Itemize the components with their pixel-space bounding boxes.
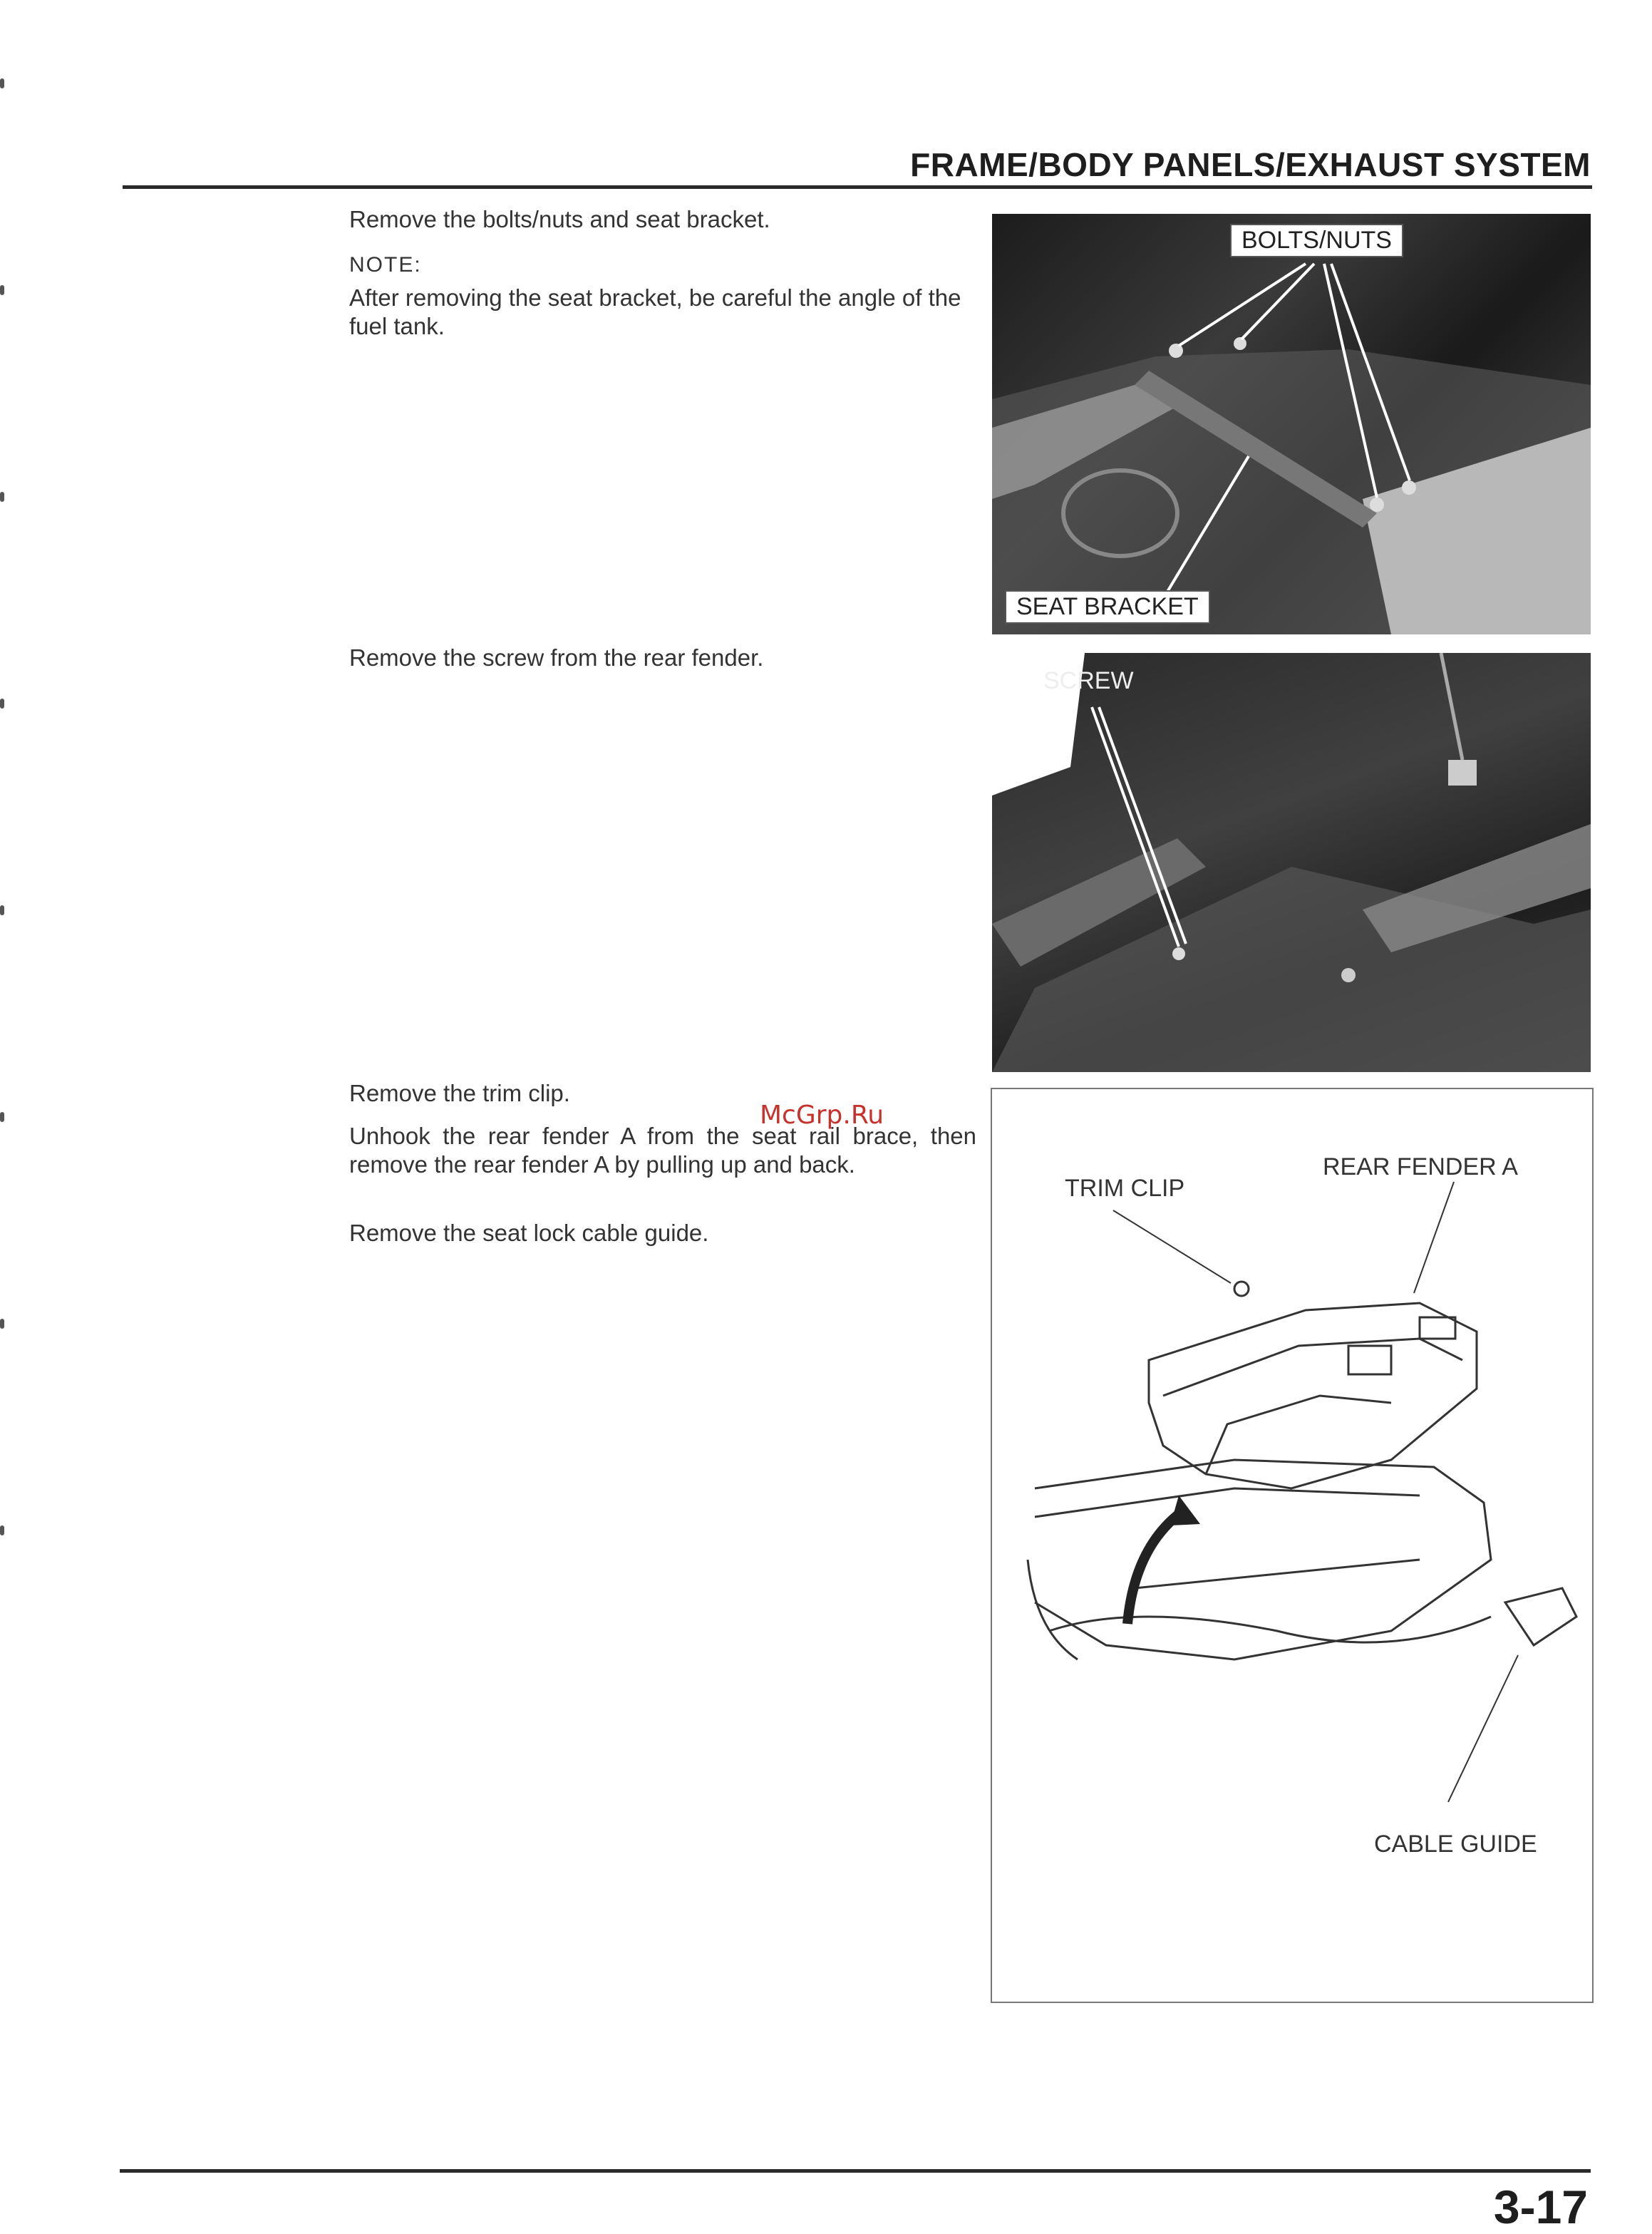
diagram-rear-fender	[991, 1088, 1594, 2003]
diagram-rear-fender-art	[992, 1089, 1592, 2002]
header-rule	[123, 185, 1592, 189]
page-title: FRAME/BODY PANELS/EXHAUST SYSTEM	[910, 146, 1591, 183]
binding-mark	[0, 1112, 4, 1122]
binding-mark	[0, 492, 4, 502]
binding-mark	[0, 285, 4, 295]
label-screw: SCREW	[1043, 667, 1134, 694]
step3-trim-clip: Remove the trim clip.	[349, 1080, 570, 1106]
photo-rear-fender-screw	[992, 653, 1591, 1072]
step1-instruction: Remove the bolts/nuts and seat bracket.	[349, 206, 770, 232]
page-number: 3-17	[1493, 2181, 1588, 2233]
photo-rear-fender-screw-art	[992, 653, 1591, 1072]
binding-mark	[0, 699, 4, 709]
step2-instruction: Remove the screw from the rear fender.	[349, 644, 764, 671]
label-seat-bracket: SEAT BRACKET	[1005, 590, 1210, 624]
photo-seat-bracket	[992, 214, 1591, 634]
binding-mark	[0, 1319, 4, 1329]
step3-unhook-fender: Unhook the rear fender A from the seat rail brace, then remove the rear fender A by pulling up and back.	[349, 1123, 976, 1178]
label-trim-clip: TRIM CLIP	[1065, 1175, 1185, 1202]
note-label: NOTE:	[349, 253, 422, 277]
step3-cable-guide: Remove the seat lock cable guide.	[349, 1220, 709, 1246]
label-rear-fender-a: REAR FENDER A	[1323, 1153, 1518, 1180]
photo-seat-bracket-art	[992, 214, 1591, 634]
watermark: McGrp.Ru	[760, 1101, 884, 1130]
label-cable-guide: CABLE GUIDE	[1374, 1831, 1537, 1858]
binding-mark	[0, 78, 4, 88]
footer-rule	[120, 2169, 1591, 2173]
binding-mark	[0, 1525, 4, 1535]
binding-mark	[0, 905, 4, 915]
label-bolts-nuts: BOLTS/NUTS	[1230, 224, 1403, 257]
note-text: After removing the seat bracket, be careful the angle of the fuel tank.	[349, 284, 961, 339]
